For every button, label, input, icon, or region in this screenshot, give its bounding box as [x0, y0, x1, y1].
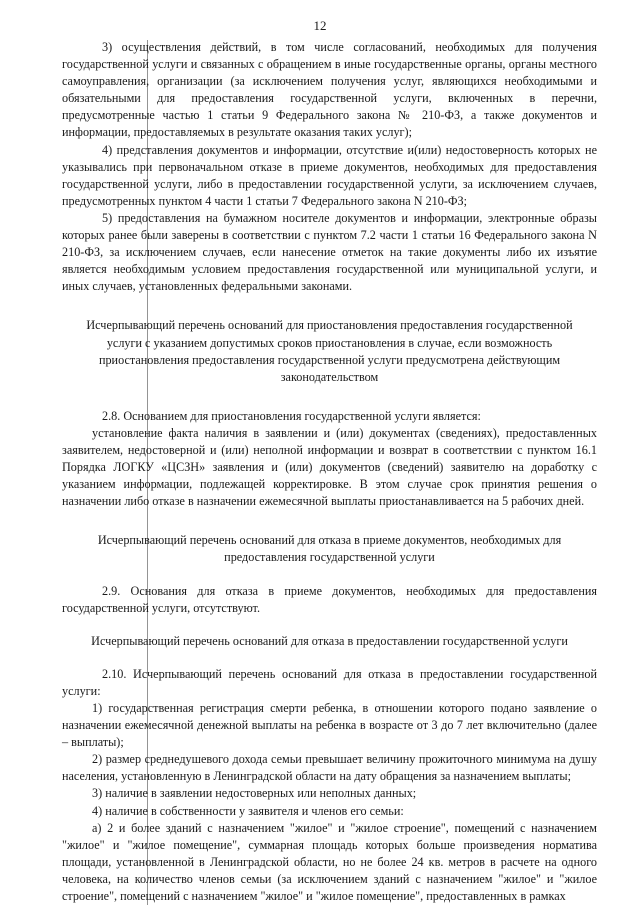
paragraph-2-8-detail: установление факта наличия в заявлении и (или) документах (сведениях), предоставленных заявителем, недостоверной и (или) неполной информации и возврат в соответствии с пунктом 16.1 Порядка ЛОГКУ «ЦСЗН» заявления и (или) документов (сведений) заявителю на доработку с указанием информации, подлежащей корректировке. В этом случае срок принятия решения о назначении либо отказе в назначении ежемесячной выплаты приостанавливается на 5 рабочих дней.	[62, 425, 597, 509]
section-heading-refusal-service: Исчерпывающий перечень оснований для отказа в предоставлении государственной услуги	[91, 633, 568, 648]
section-heading-refusal-acceptance: Исчерпывающий перечень оснований для отказа в приеме документов, необходимых для предоставления государственной услуги	[97, 533, 562, 565]
paragraph-2-8: 2.8. Основанием для приостановления государственной услуги является:	[102, 408, 481, 423]
paragraph-2-10-item-2: 2) размер среднедушевого дохода семьи превышает величину прожиточного минимума на душу населения, установленную в Ленинградской области на дату обращения за назначением выплаты;	[62, 752, 597, 784]
paragraph-item-5: 5) предоставления на бумажном носителе документов и информации, электронные образы которых ранее были заверены в соответствии с пунктом 7.2 части 1 статьи 16 Федерального закона N 210-ФЗ, за исключением случаев, если нанесение отметок на такие документы либо их изъятие является необходимым условием предоставления государственной или муниципальной услуги, и иных случаев, установленных федеральными законами.	[62, 210, 597, 294]
paragraph-2-10-item-3: 3) наличие в заявлении недостоверных или неполных данных;	[92, 786, 417, 801]
paragraph-item-3: 3) осуществления действий, в том числе согласований, необходимых для получения государственной услуги и связанных с обращением в иные государственные органы, органы местного самоуправления, организации (за исключением получения услуг, являющихся необходимыми и обязательными для предоставления государственной услуги, включенных в перечни, предусмотренные частью 1 статьи 9 Федерального закона № 210-ФЗ, а также документов и информации, предоставляемых в результате оказания таких услуг);	[62, 40, 597, 140]
paragraph-2-10: 2.10. Исчерпывающий перечень оснований для отказа в предоставлении государственной услуги:	[62, 666, 597, 698]
section-heading-suspension: Исчерпывающий перечень оснований для приостановления предоставления государственной услуги с указанием допустимых сроков приостановления в случае, если возможность приостановления предоставления государственной услуги предусмотрена действующим законодательством	[86, 318, 573, 384]
paragraph-2-9: 2.9. Основания для отказа в приеме документов, необходимых для предоставления государственной услуги, отсутствуют.	[62, 583, 597, 615]
document-body	[62, 39, 597, 905]
paragraph-item-4: 4) представления документов и информации, отсутствие и(или) недостоверность которых не указывались при первоначальном отказе в приеме документов, необходимых для предоставления государственной услуги, либо в предоставлении государственной услуги, за исключением случаев, предусмотренных пунктом 4 части 1 статьи 7 Федерального закона N 210-ФЗ;	[62, 142, 597, 208]
page-number: 12	[313, 18, 327, 33]
paragraph-2-10-item-1: 1) государственная регистрация смерти ребенка, в отношении которого подано заявление о назначении ежемесячной денежной выплаты на ребенка в возрасте от 3 до 7 лет включительно (далее – выплаты);	[62, 701, 597, 750]
paragraph-2-10-item-4a: а) 2 и более зданий с назначением "жилое" и "жилое строение", помещений с назначением "жилое" и "жилое помещение", суммарная площадь которых больше произведения норматива площади, установленной в Ленинградской области, но не более 24 кв. метров в расчете на одного человека, на количество членов семьи (за исключением зданий с назначением "жилое" и "жилое строение", помещений с назначением "жилое" и "жилое помещение", предоставленных в рамках	[62, 820, 597, 904]
paragraph-2-10-item-4: 4) наличие в собственности у заявителя и членов его семьи:	[92, 803, 404, 818]
